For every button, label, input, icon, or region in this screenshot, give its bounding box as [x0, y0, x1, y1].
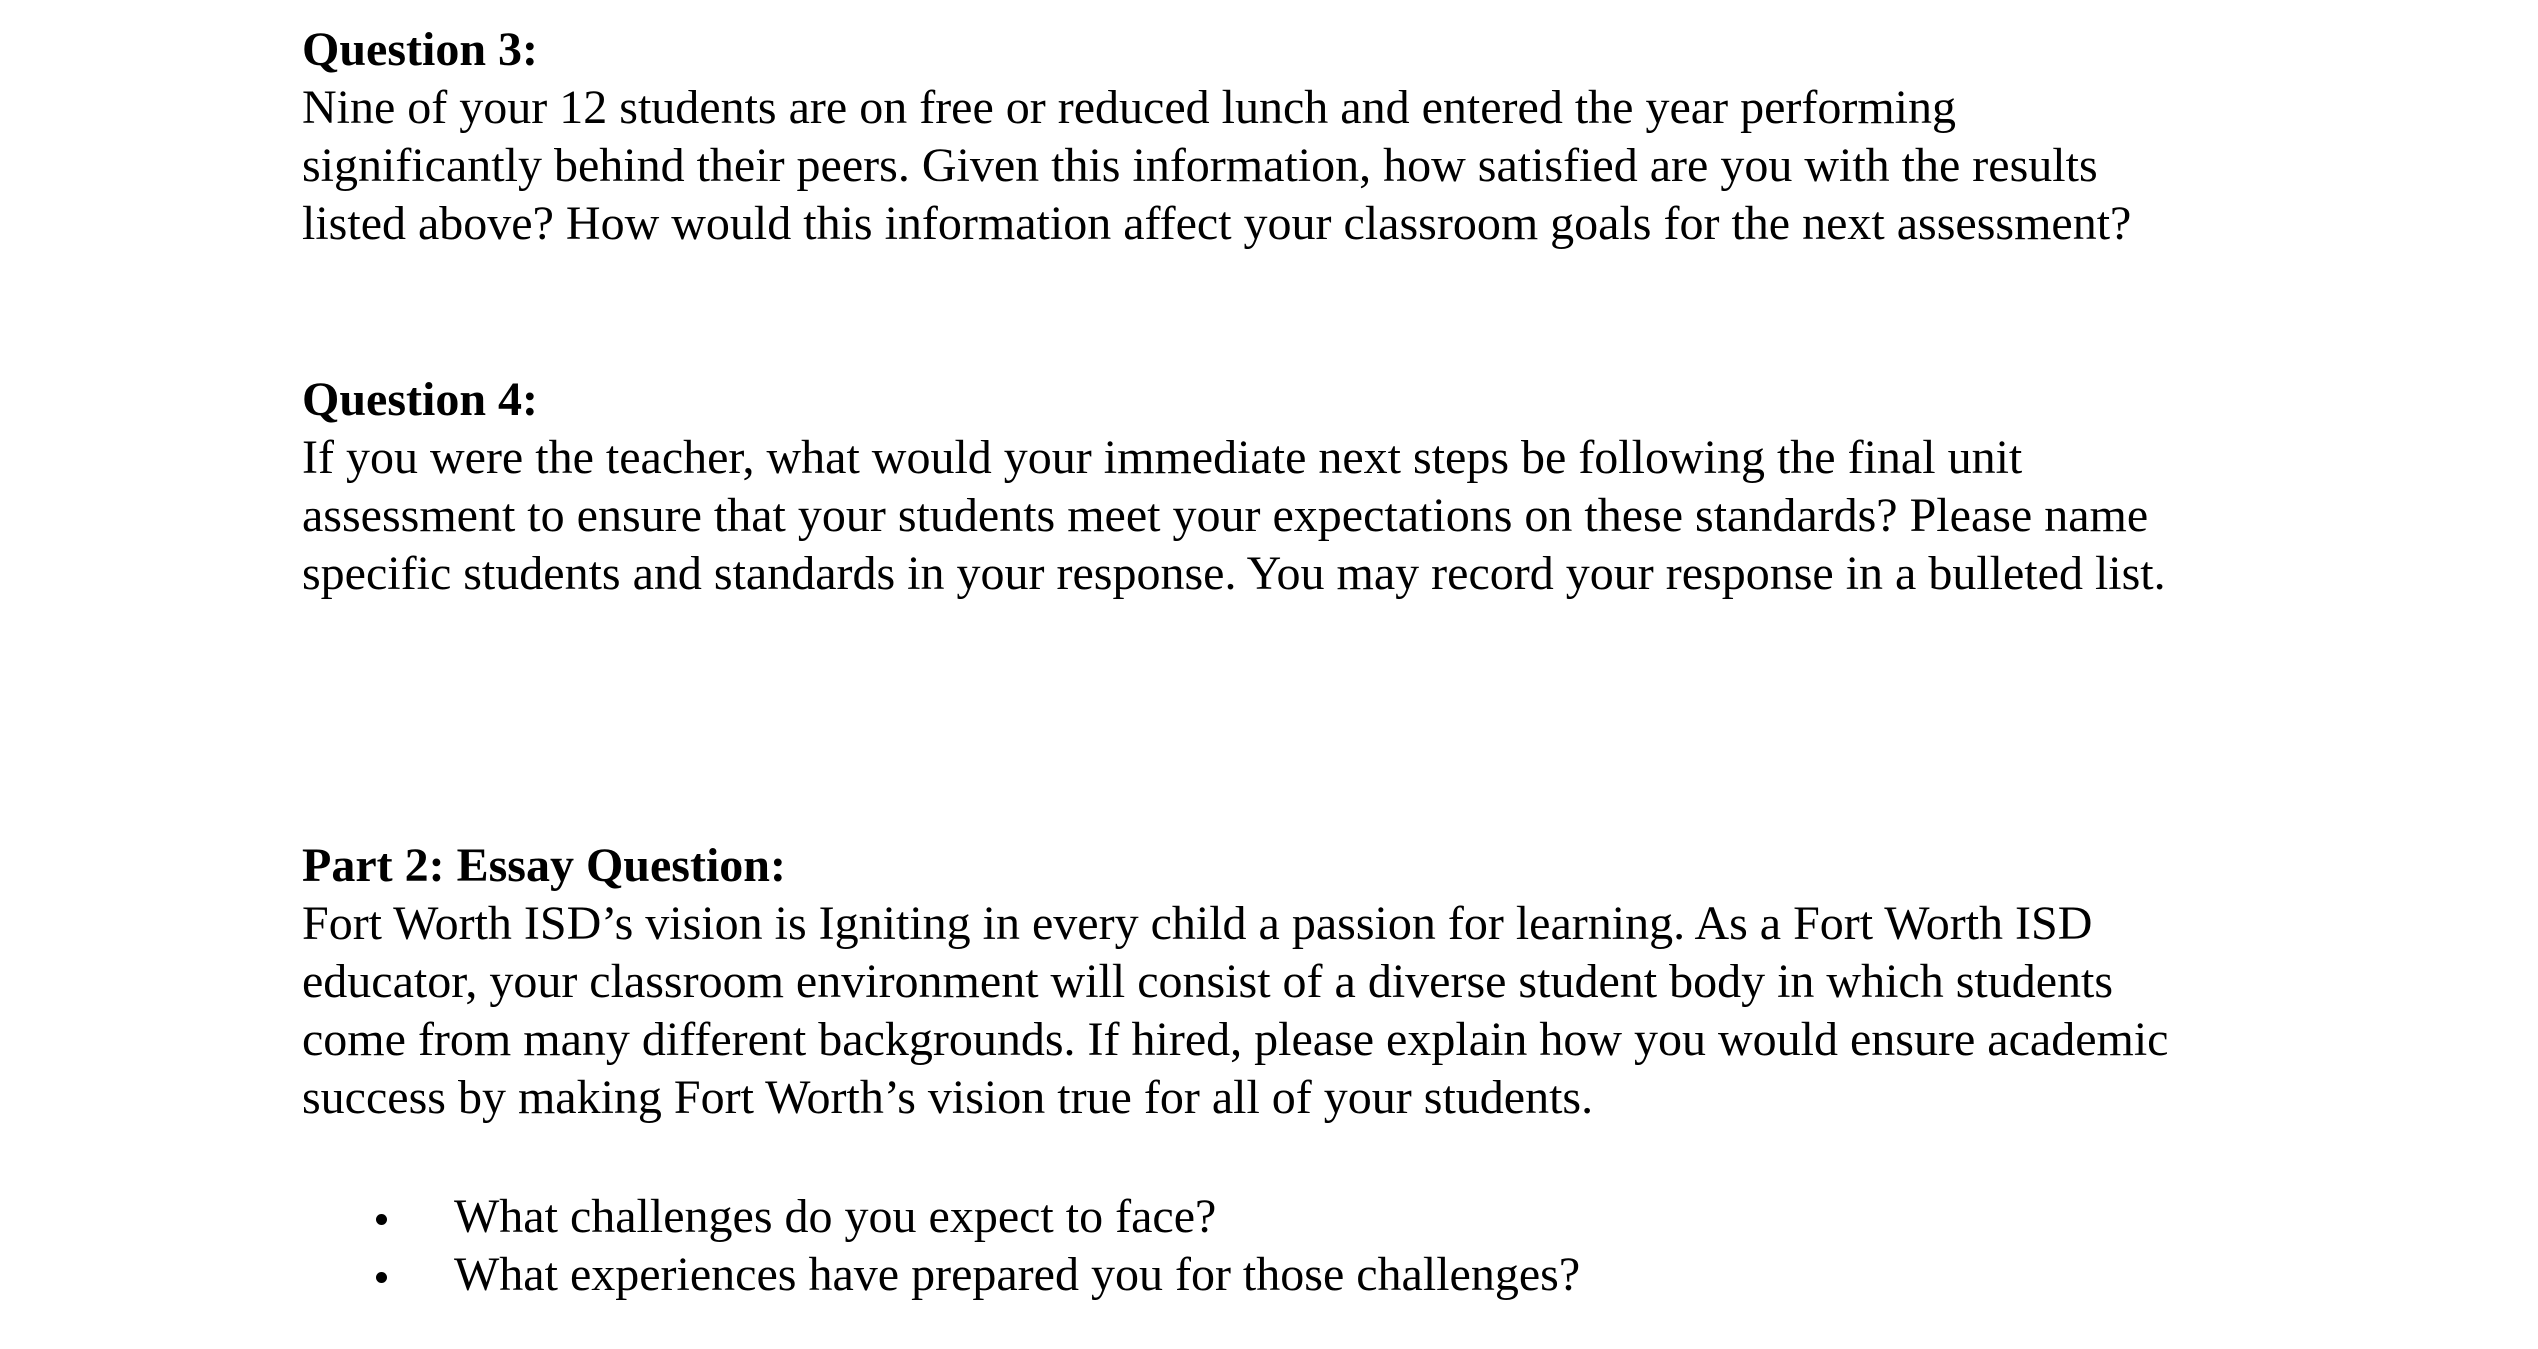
question-3-line: listed above? How would this information affect your classroom goals for the next assessment?: [302, 197, 2132, 250]
part-2-line: Fort Worth ISD’s vision is Igniting in every child a passion for learning. As a Fort Worth ISD: [302, 897, 2093, 950]
question-3-section: [302, 21, 2302, 253]
bullet-item: [302, 1246, 2302, 1304]
bullet-item: [302, 1188, 2302, 1246]
bullet-icon: [376, 1214, 387, 1225]
question-4-line: If you were the teacher, what would your immediate next steps be following the final unit: [302, 431, 2023, 484]
part-2-essay-section: [302, 837, 2302, 1127]
question-4-line: assessment to ensure that your students meet your expectations on these standards? Please name: [302, 489, 2149, 542]
essay-prompt-bullet-list: [302, 1188, 2302, 1304]
bullet-text: What challenges do you expect to face?: [454, 1190, 1217, 1243]
question-3-line: Nine of your 12 students are on free or reduced lunch and entered the year performing: [302, 81, 1957, 134]
part-2-line: come from many different backgrounds. If hired, please explain how you would ensure academic: [302, 1013, 2169, 1066]
question-4-section: [302, 371, 2302, 603]
bullet-text: What experiences have prepared you for those challenges?: [454, 1248, 1581, 1301]
bullet-icon: [376, 1272, 387, 1283]
question-4-heading: Question 4:: [302, 373, 539, 426]
question-3-line: significantly behind their peers. Given this information, how satisfied are you with the results: [302, 139, 2098, 192]
part-2-heading: Part 2: Essay Question:: [302, 839, 786, 892]
part-2-line: success by making Fort Worth’s vision true for all of your students.: [302, 1071, 1594, 1124]
part-2-line: educator, your classroom environment will consist of a diverse student body in which students: [302, 955, 2114, 1008]
question-4-line: specific students and standards in your response. You may record your response in a bulleted list.: [302, 547, 2166, 600]
question-3-heading: Question 3:: [302, 23, 539, 76]
